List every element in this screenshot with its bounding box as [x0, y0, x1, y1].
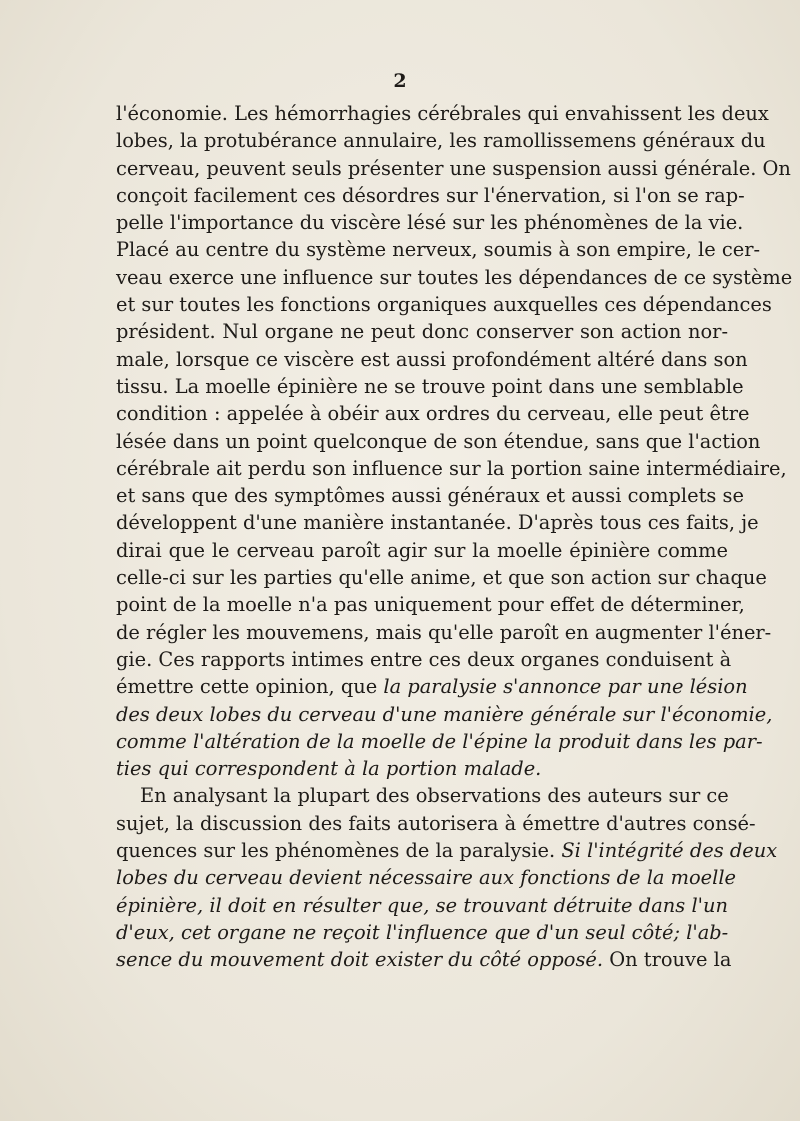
text-line-main: gie. Ces rapports intimes entre ces deux organes conduisent à	[116, 647, 732, 671]
text-line	[116, 100, 769, 127]
text-line	[116, 892, 728, 919]
text-line-main: lobes du cerveau devient nécessaire aux fonctions de la moelle	[116, 866, 737, 890]
body-text	[116, 100, 793, 974]
text-line-main: président. Nul organe ne peut donc conserver son action nor-	[116, 320, 728, 344]
text-line-main: et sur toutes les fonctions organiques auxquelles ces dépendances	[116, 293, 772, 317]
text-line	[116, 591, 745, 618]
text-line-main: Placé au centre du système nerveux, soumis à son empire, le cer-	[116, 238, 761, 262]
text-line-main: tissu. La moelle épinière ne se trouve point dans une semblable	[116, 374, 744, 398]
text-line-main: conçoit facilement ces désordres sur l'énervation, si l'on se rap-	[116, 183, 745, 207]
text-line-italic-tail: la paralysie s'annonce par une lésion	[383, 675, 748, 699]
text-line-main: point de la moelle n'a pas uniquement pour effet de déterminer,	[116, 593, 745, 617]
text-line	[116, 919, 728, 946]
text-line	[116, 673, 748, 700]
text-line-main: sujet, la discussion des faits autorisera à émettre d'autres consé-	[116, 811, 756, 835]
text-line-main: et sans que des symptômes aussi généraux et aussi complets se	[116, 484, 744, 508]
text-line-main: celle-ci sur les parties qu'elle anime, et que son action sur chaque	[116, 566, 767, 590]
text-line	[116, 810, 756, 837]
text-line-main: épinière, il doit en résulter que, se trouvant détruite dans l'un	[116, 893, 728, 917]
text-line	[116, 782, 728, 809]
text-line	[116, 318, 728, 345]
text-line	[116, 236, 761, 263]
text-line	[116, 482, 744, 509]
text-line	[116, 946, 732, 973]
page-number: 2	[393, 70, 407, 92]
text-line	[116, 127, 766, 154]
text-line	[116, 701, 773, 728]
text-line	[116, 291, 772, 318]
text-line-main: comme l'altération de la moelle de l'épine la produit dans les par-	[116, 729, 763, 753]
text-line-main: l'économie. Les hémorrhagies cérébrales qui envahissent les deux	[116, 102, 769, 125]
text-line-main: sence du mouvement doit exister du côté opposé.	[116, 948, 604, 972]
text-line	[116, 728, 763, 755]
text-line-main: pelle l'importance du viscère lésé sur les phénomènes de la vie.	[116, 211, 744, 235]
text-line	[116, 373, 744, 400]
text-line	[116, 400, 750, 427]
text-line-main: veau exerce une influence sur toutes les dépendances de ce système	[116, 265, 793, 289]
text-line	[116, 264, 793, 291]
text-line-main: dirai que le cerveau paroît agir sur la moelle épinière comme	[116, 538, 728, 562]
text-line	[116, 346, 748, 373]
text-line	[116, 209, 744, 236]
text-line	[116, 619, 772, 646]
text-line-main: ties qui correspondent à la portion malade.	[116, 757, 542, 781]
text-line-roman-tail: On trouve la	[609, 948, 732, 972]
text-line	[116, 428, 761, 455]
text-line-main: de régler les mouvemens, mais qu'elle paroît en augmenter l'éner-	[116, 620, 772, 644]
text-line	[116, 564, 767, 591]
text-line	[116, 182, 745, 209]
text-line	[116, 755, 728, 782]
text-line-main: développent d'une manière instantanée. D'après tous ces faits, je	[116, 511, 759, 535]
text-line-main: cerveau, peuvent seuls présenter une suspension aussi générale. On	[116, 156, 791, 180]
text-line	[116, 864, 737, 891]
text-line	[116, 155, 791, 182]
text-line-main: quences sur les phénomènes de la paralysie.	[116, 839, 556, 863]
text-line-main: des deux lobes du cerveau d'une manière générale sur l'économie,	[116, 702, 773, 726]
text-line-italic-tail: Si l'intégrité des deux	[561, 839, 778, 863]
text-line	[116, 837, 778, 864]
text-line	[116, 455, 787, 482]
text-line-main: émettre cette opinion, que	[116, 675, 378, 699]
text-line	[116, 537, 728, 564]
text-line-main: condition : appelée à obéir aux ordres du cerveau, elle peut être	[116, 402, 750, 426]
text-line	[116, 509, 759, 536]
text-line-main: lobes, la protubérance annulaire, les ramollissemens généraux du	[116, 129, 766, 153]
text-line-main: cérébrale ait perdu son influence sur la portion saine intermédiaire,	[116, 456, 787, 480]
text-line-main: En analysant la plupart des observations des auteurs sur ce	[140, 784, 729, 808]
text-line-main: lésée dans un point quelconque de son étendue, sans que l'action	[116, 429, 761, 453]
text-line-main: d'eux, cet organe ne reçoit l'influence que d'un seul côté; l'ab-	[116, 920, 729, 944]
text-line-main: male, lorsque ce viscère est aussi profondément altéré dans son	[116, 347, 748, 371]
text-line	[116, 646, 732, 673]
